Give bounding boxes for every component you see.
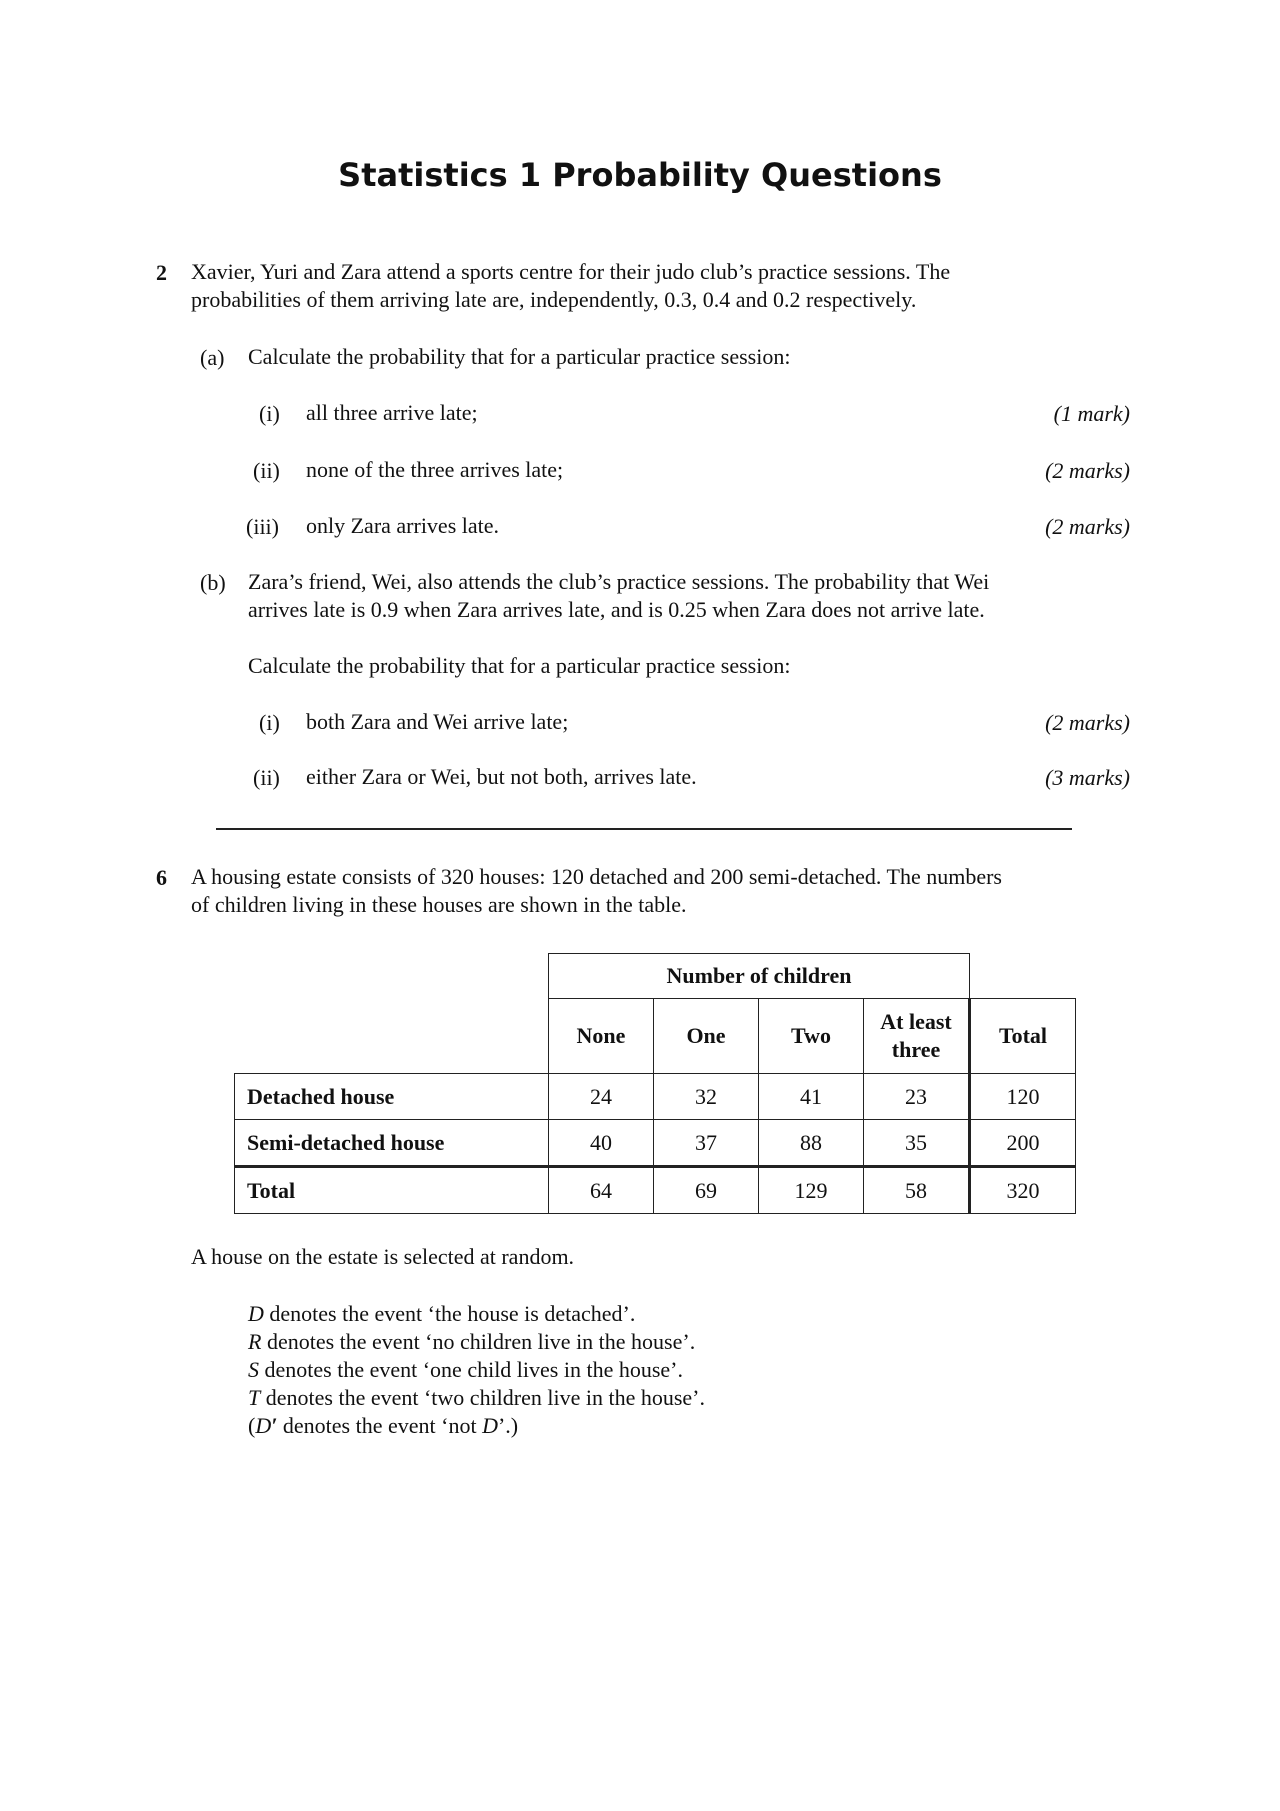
question-2-intro-line2: probabilities of them arriving late are, independently, 0.3, 0.4 and 0.2 respectively.	[191, 287, 917, 312]
question-2-number: 2	[156, 260, 167, 285]
part-b-i-marks: (2 marks)	[1045, 710, 1130, 735]
note-open: (	[248, 1413, 256, 1438]
part-a-i-text: all three arrive late;	[306, 400, 478, 425]
part-a-iii-text: only Zara arrives late.	[306, 513, 500, 538]
question-2-intro-line1: Xavier, Yuri and Zara attend a sports centre for their judo club’s practice sessions. The	[191, 259, 951, 284]
table-cell-total: 200	[970, 1120, 1076, 1167]
table-row	[235, 1074, 1076, 1120]
note-symbol-2: D	[482, 1413, 498, 1438]
event-d-prime-note	[248, 1412, 705, 1440]
col-header-one: One	[654, 999, 759, 1074]
col-header-total: Total	[970, 999, 1076, 1074]
col-header-two: Two	[759, 999, 864, 1074]
part-b-label: (b)	[200, 570, 226, 595]
question-6-number: 6	[156, 865, 167, 890]
table-cell: 41	[759, 1074, 864, 1120]
note-close: ’.)	[497, 1413, 519, 1438]
row-label-detached: Detached house	[235, 1074, 549, 1120]
part-b-i-text: both Zara and Wei arrive late;	[306, 709, 569, 734]
event-t-symbol: T	[248, 1385, 261, 1410]
part-b-ii-marks: (3 marks)	[1045, 765, 1130, 790]
event-t	[248, 1384, 705, 1412]
part-a-ii-label: (ii)	[253, 458, 280, 483]
col-header-three: three	[891, 1037, 941, 1062]
event-r-symbol: R	[248, 1329, 262, 1354]
table-cell: 69	[654, 1167, 759, 1214]
col-header-at-least-three	[864, 999, 970, 1074]
table-cell-total: 120	[970, 1074, 1076, 1120]
event-d	[248, 1300, 705, 1328]
table-row-total	[235, 1167, 1076, 1214]
table-header-row-1	[235, 954, 1076, 999]
part-a-text: Calculate the probability that for a particular practice session:	[248, 344, 791, 369]
part-a-i-marks: (1 mark)	[1053, 401, 1130, 426]
table-cell: 32	[654, 1074, 759, 1120]
event-d-text: denotes the event ‘the house is detached’.	[263, 1301, 636, 1326]
table-corner-lower	[235, 999, 549, 1074]
table-cell: 37	[654, 1120, 759, 1167]
children-table	[234, 953, 1076, 1214]
part-b-ii-label: (ii)	[253, 765, 280, 790]
question-6-intro	[191, 863, 1002, 919]
part-a-iii-marks: (2 marks)	[1045, 514, 1130, 539]
table-header-row-2	[235, 999, 1076, 1074]
row-label-semi-detached: Semi-detached house	[235, 1120, 549, 1167]
section-divider	[216, 828, 1072, 830]
table-cell: 58	[864, 1167, 970, 1214]
table-cell: 88	[759, 1120, 864, 1167]
question-6-intro-line1: A housing estate consists of 320 houses: 120 detached and 200 semi-detached. The numbers	[191, 864, 1002, 889]
note-symbol: D	[255, 1413, 272, 1438]
part-a-ii-marks: (2 marks)	[1045, 458, 1130, 483]
part-a-i-label: (i)	[259, 401, 280, 426]
note-prime: ′	[271, 1413, 278, 1438]
part-b-intro	[248, 568, 989, 624]
part-b-intro-line1: Zara’s friend, Wei, also attends the club’s practice sessions. The probability that Wei	[248, 569, 990, 594]
part-b-ii-text: either Zara or Wei, but not both, arrives late.	[306, 764, 697, 789]
event-s	[248, 1356, 705, 1384]
part-a-iii-label: (iii)	[246, 514, 279, 539]
table-cell-total: 320	[970, 1167, 1076, 1214]
part-a-label: (a)	[200, 345, 225, 370]
table-row	[235, 1120, 1076, 1167]
col-header-at-least: At least	[880, 1009, 952, 1034]
table-cell: 24	[549, 1074, 654, 1120]
question-6-intro-line2: of children living in these houses are shown in the table.	[191, 892, 687, 917]
table-cell: 129	[759, 1167, 864, 1214]
table-cell: 35	[864, 1120, 970, 1167]
table-cell: 23	[864, 1074, 970, 1120]
table-corner	[235, 954, 549, 999]
table-corner-right	[970, 954, 1076, 999]
event-t-text: denotes the event ‘two children live in the house’.	[260, 1385, 706, 1410]
part-b-i-label: (i)	[259, 710, 280, 735]
event-s-text: denotes the event ‘one child lives in the house’.	[259, 1357, 683, 1382]
event-definitions	[248, 1300, 705, 1440]
page-title: Statistics 1 Probability Questions	[338, 156, 942, 194]
question-2-intro	[191, 258, 950, 314]
part-b-intro-line2: arrives late is 0.9 when Zara arrives late, and is 0.25 when Zara does not arrive late.	[248, 597, 985, 622]
event-r-text: denotes the event ‘no children live in the house’.	[261, 1329, 696, 1354]
event-r	[248, 1328, 705, 1356]
row-label-total: Total	[235, 1167, 549, 1214]
table-cell: 40	[549, 1120, 654, 1167]
group-header: Number of children	[549, 954, 970, 999]
event-s-symbol: S	[248, 1357, 259, 1382]
event-d-symbol: D	[248, 1301, 264, 1326]
part-b-text: Calculate the probability that for a particular practice session:	[248, 653, 791, 678]
col-header-none: None	[549, 999, 654, 1074]
note-mid: denotes the event ‘not	[277, 1413, 483, 1438]
random-selection-text: A house on the estate is selected at random.	[191, 1244, 575, 1269]
part-a-ii-text: none of the three arrives late;	[306, 457, 564, 482]
table-cell: 64	[549, 1167, 654, 1214]
